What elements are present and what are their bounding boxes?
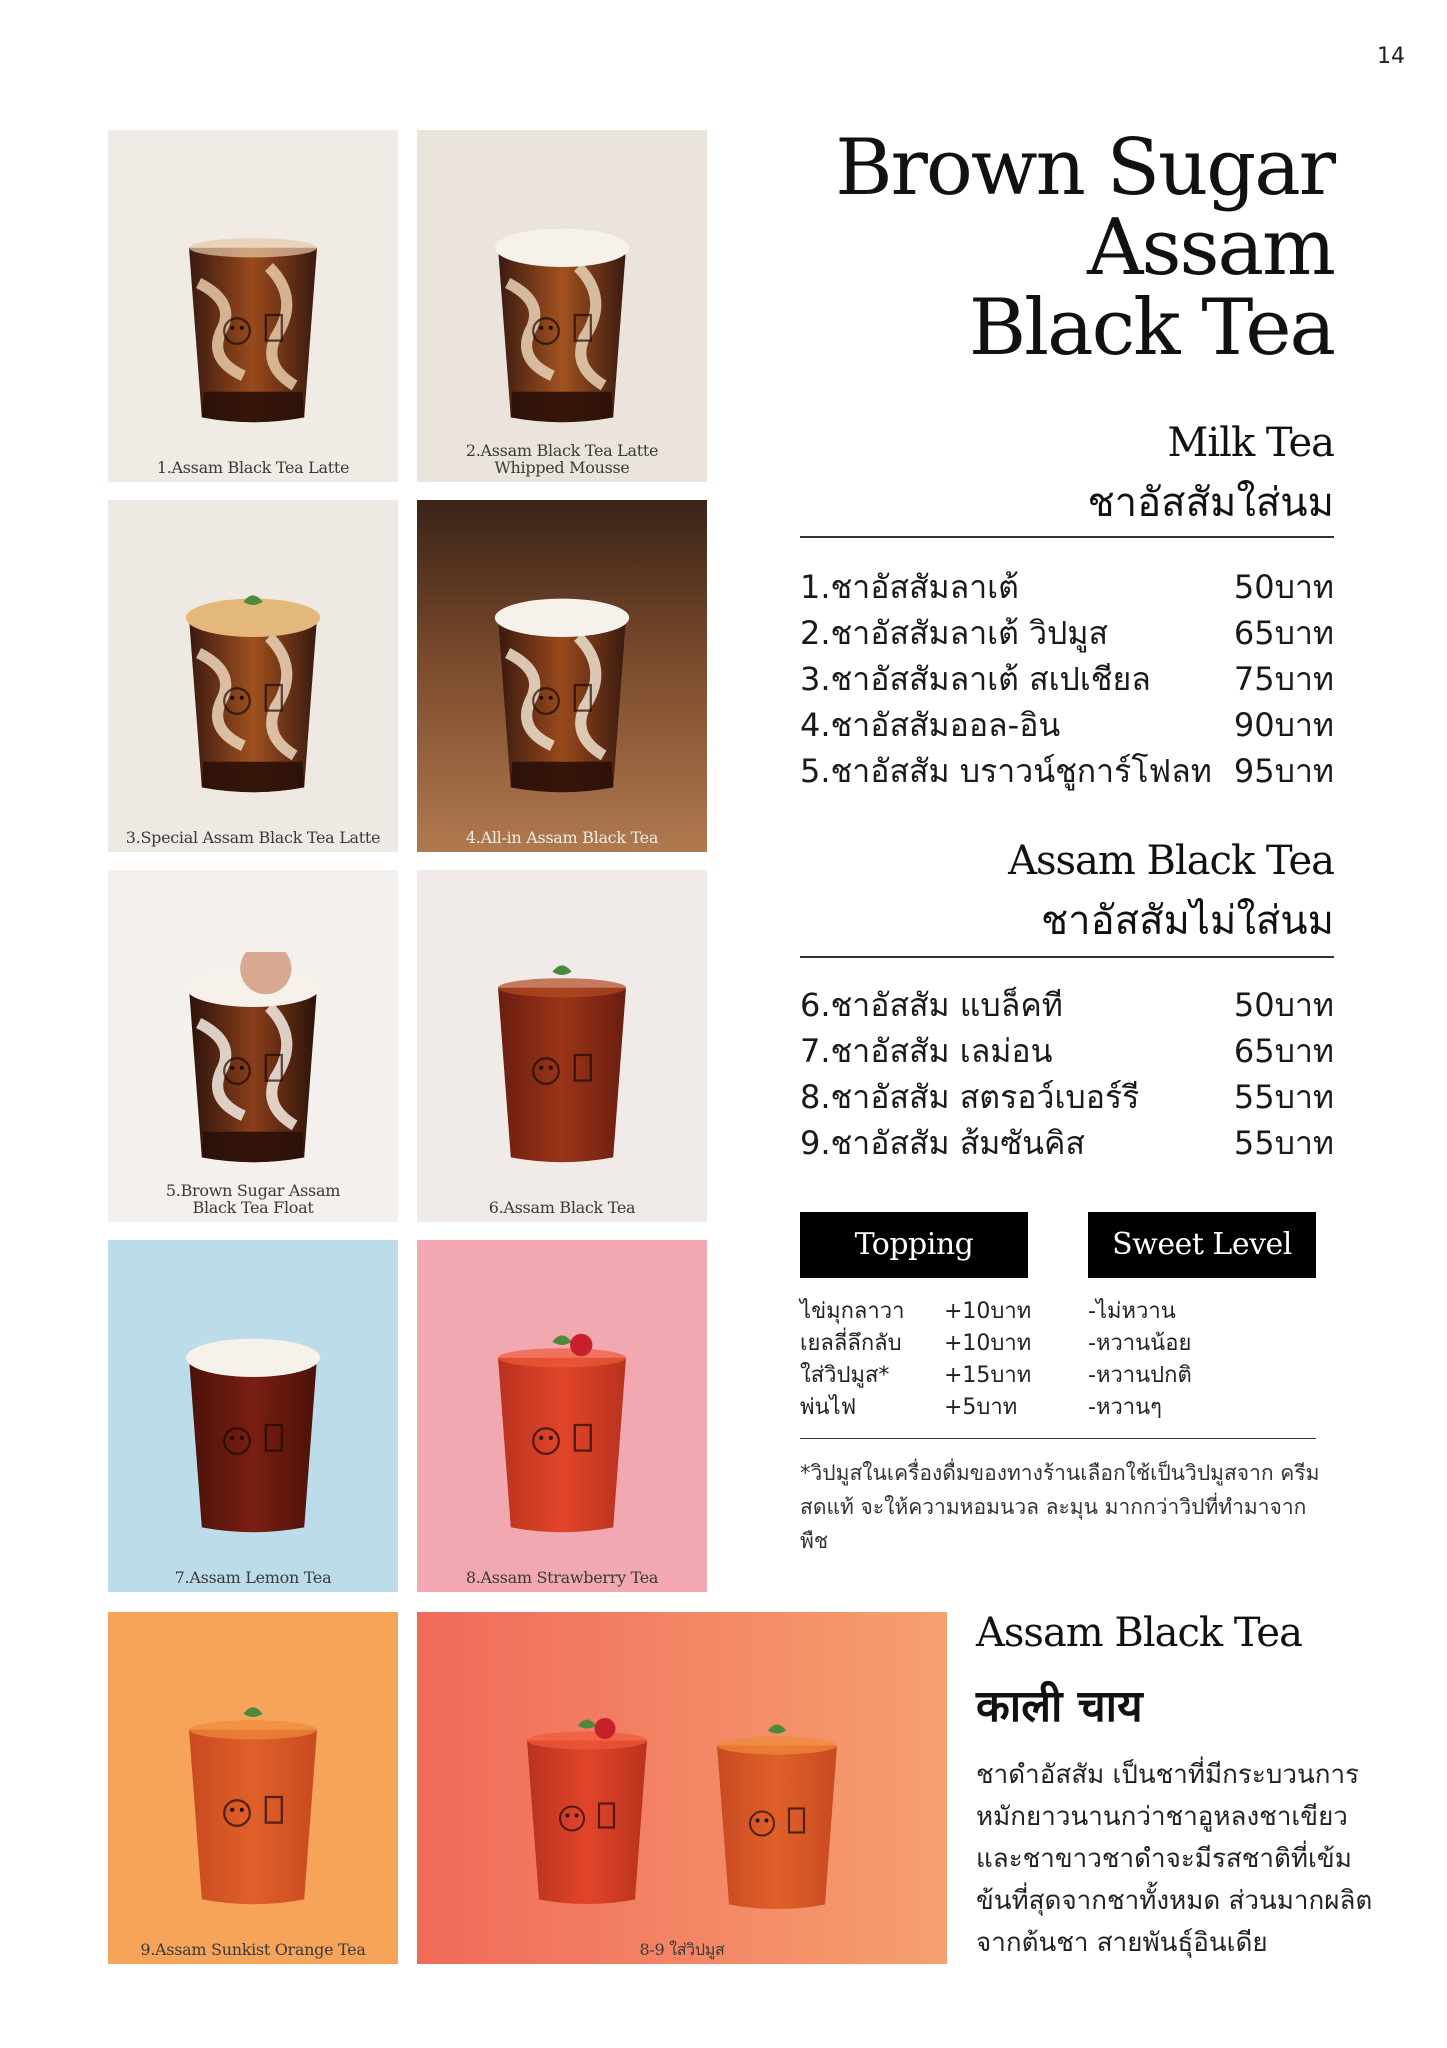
- topping-item: [800, 1296, 1031, 1328]
- topping-name: พ่นไฟ: [800, 1395, 857, 1420]
- milk-tea-title-th: ชาอัสสัมใส่นม: [1087, 480, 1334, 526]
- page-title: [774, 123, 1334, 373]
- menu-item-name: 8.ชาอัสสัม สตรอว์เบอร์รี: [800, 1078, 1140, 1116]
- menu-item-name: 4.ชาอัสสัมออล-อิน: [800, 706, 1061, 744]
- photo-caption: 2.Assam Black Tea Latte Whipped Mousse: [465, 441, 659, 477]
- menu-item-price: 75บาท: [1233, 660, 1334, 698]
- photo-tile: [417, 1240, 707, 1592]
- options-divider: [800, 1438, 1316, 1439]
- topping-name: ใส่วิปมูส*: [800, 1363, 890, 1388]
- topping-name: ไข่มุกลาวา: [800, 1299, 905, 1324]
- drink-cup-image: [482, 582, 642, 804]
- milk-tea-title-en: Milk Tea: [1167, 420, 1334, 466]
- drink-cup-image: [702, 1716, 852, 1916]
- photo-caption: 8-9 ใส่วิปมูส: [639, 1940, 725, 1959]
- topping-price: +10บาท: [944, 1331, 1032, 1356]
- milk-tea-divider: [800, 536, 1334, 538]
- menu-item-price: 50บาท: [1233, 986, 1334, 1024]
- photo-caption: 8.Assam Strawberry Tea: [465, 1568, 659, 1587]
- photo-caption: 4.All-in Assam Black Tea: [465, 828, 659, 847]
- menu-item-name: 3.ชาอัสสัมลาเต้ สเปเชียล: [800, 660, 1151, 698]
- menu-item: [800, 656, 1334, 702]
- menu-item-name: 2.ชาอัสสัมลาเต้ วิปมูส: [800, 614, 1108, 652]
- menu-item-name: 6.ชาอัสสัม แบล็คที: [800, 986, 1063, 1024]
- sweet-level-item: -หวานน้อย: [1088, 1331, 1192, 1356]
- about-description: ชาดำอัสสัม เป็นชาที่มีกระบวนการหมักยาวนานกว่าชาอูหลงชาเขียวและชาขาวชาดำจะมีรสชาติที่เข้มข้นที่สุดจากชาทั้งหมด ส่วนมากผลิตจากต้นชา สายพันธุ์อินเดีย: [976, 1760, 1373, 1958]
- menu-item-price: 65บาท: [1233, 614, 1334, 652]
- photo-caption: 1.Assam Black Tea Latte: [156, 458, 350, 477]
- menu-item-name: 5.ชาอัสสัม บราวน์ชูการ์โฟลท: [800, 752, 1212, 790]
- sweet-level-list: [1088, 1296, 1192, 1424]
- photo-caption: 3.Special Assam Black Tea Latte: [125, 828, 381, 847]
- menu-item: [800, 1028, 1334, 1074]
- photo-caption: 5.Brown Sugar Assam Black Tea Float: [165, 1181, 341, 1217]
- menu-item-price: 55บาท: [1233, 1124, 1334, 1162]
- topping-list: [800, 1296, 1031, 1424]
- drink-cup-image: [173, 582, 333, 804]
- photo-tile: [417, 1612, 947, 1964]
- menu-item: [800, 702, 1334, 748]
- photo-tile: [108, 1240, 398, 1592]
- menu-item: [800, 1074, 1334, 1120]
- photo-tile: [417, 130, 707, 482]
- menu-item-name: 7.ชาอัสสัม เลม่อน: [800, 1032, 1053, 1070]
- photo-caption: 9.Assam Sunkist Orange Tea: [140, 1940, 366, 1959]
- drink-cup-image: [482, 212, 642, 434]
- topping-price: +10บาท: [944, 1299, 1032, 1324]
- title-line-3: Black Tea: [968, 283, 1334, 373]
- sweet-level-label: Sweet Level: [1088, 1212, 1316, 1278]
- menu-item-price: 50บาท: [1233, 568, 1334, 606]
- black-tea-divider: [800, 956, 1334, 958]
- milk-tea-menu: [800, 564, 1334, 794]
- whip-mousse-note: *วิปมูสในเครื่องดื่มของทางร้านเลือกใช้เป็นวิปมูสจาก ครีมสดแท้ จะให้ความหอมนวล ละมุน มากกว่าวิปที่ทำมาจากพืช: [800, 1461, 1320, 1553]
- photo-tile: [417, 500, 707, 852]
- sweet-level-item: -หวานๆ: [1088, 1395, 1163, 1420]
- photo-tile: [108, 870, 398, 1222]
- photo-caption: 7.Assam Lemon Tea: [174, 1568, 332, 1587]
- menu-item: [800, 982, 1334, 1028]
- topping-price: +15บาท: [944, 1363, 1032, 1388]
- menu-item-price: 90บาท: [1233, 706, 1334, 744]
- title-line-1: Brown Sugar: [835, 123, 1334, 213]
- sweet-level-item: -หวานปกติ: [1088, 1363, 1192, 1388]
- photo-caption: 6.Assam Black Tea: [488, 1198, 636, 1217]
- black-tea-title-th: ชาอัสสัมไม่ใส่นม: [1041, 898, 1334, 944]
- menu-item-price: 55บาท: [1233, 1078, 1334, 1116]
- topping-item: [800, 1392, 1031, 1424]
- photo-tile: [417, 870, 707, 1222]
- black-tea-title-en: Assam Black Tea: [1008, 838, 1334, 884]
- drink-cup-image: [512, 1706, 662, 1916]
- drink-cup-image: [173, 212, 333, 434]
- photo-tile: [108, 1612, 398, 1964]
- page-number: 14: [1377, 44, 1405, 69]
- topping-name: เยลลี่ลึกลับ: [800, 1331, 902, 1356]
- menu-item: [800, 1120, 1334, 1166]
- drink-cup-image: [173, 1694, 333, 1916]
- topping-price: +5บาท: [944, 1395, 1018, 1420]
- menu-item-price: 95บาท: [1233, 752, 1334, 790]
- drink-cup-image: [173, 952, 333, 1174]
- about-title-en: Assam Black Tea: [976, 1610, 1302, 1656]
- topping-item: [800, 1328, 1031, 1360]
- drink-cup-image: [173, 1322, 333, 1544]
- about-title-hi: काली चाय: [976, 1681, 1143, 1732]
- drink-cup-image: [482, 1322, 642, 1544]
- menu-item-name: 9.ชาอัสสัม ส้มซันคิส: [800, 1124, 1085, 1162]
- title-line-2: Assam: [1087, 203, 1334, 293]
- photo-tile: [108, 500, 398, 852]
- menu-item-price: 65บาท: [1233, 1032, 1334, 1070]
- menu-item: [800, 564, 1334, 610]
- topping-item: [800, 1360, 1031, 1392]
- photo-tile: [108, 130, 398, 482]
- menu-item-name: 1.ชาอัสสัมลาเต้: [800, 568, 1019, 606]
- drink-cup-image: [482, 952, 642, 1174]
- sweet-level-item: -ไม่หวาน: [1088, 1299, 1176, 1324]
- menu-item: [800, 610, 1334, 656]
- menu-item: [800, 748, 1334, 794]
- topping-label: Topping: [800, 1212, 1028, 1278]
- black-tea-menu: [800, 982, 1334, 1166]
